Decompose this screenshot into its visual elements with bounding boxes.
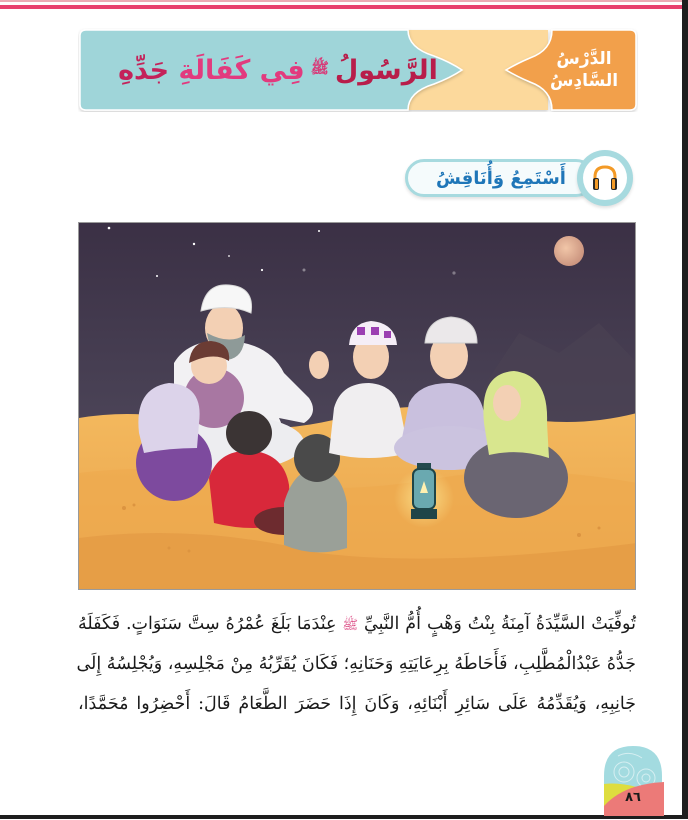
lesson-number-label bbox=[530, 28, 638, 112]
lantern bbox=[411, 463, 437, 519]
lesson-banner bbox=[78, 28, 638, 112]
lesson-label-line2: السَّادِسُ bbox=[549, 71, 619, 91]
lesson-title bbox=[98, 28, 458, 112]
headphones-badge bbox=[577, 150, 633, 206]
lesson-label-line1: الدَّرْسُ bbox=[556, 49, 612, 69]
listen-discuss-header bbox=[405, 150, 633, 206]
desert-night-scene bbox=[79, 223, 636, 590]
title-word-in-care: فِي كَفَالَةِ bbox=[178, 54, 305, 86]
paragraph-line-2: جَدُّهُ عَبْدُالْمُطَّلِبِ، فَأَحَاطَهُ بِرِعَايَتِهِ وَحَنَانِهِ؛ فَكَانَ يُقَرِّبُهُ مِنْ مَجْلِسِهِ، وَيُجْلِسُهُ إِلَى bbox=[76, 654, 636, 674]
lesson-paragraph bbox=[78, 604, 636, 724]
top-rule-thin bbox=[0, 0, 682, 2]
honorific-glyph: ﷺ bbox=[342, 618, 359, 633]
section-pill bbox=[405, 159, 595, 197]
paragraph-line-3: جَانِبِهِ، وَيُقَدِّمُهُ عَلَى سَائِرِ أَبْنَائِهِ، وَكَانَ إِذَا حَضَرَ الطَّعَامُ قَالَ: أَحْضِرُوا مُحَمَّدًا، bbox=[78, 694, 636, 714]
page-edge-right bbox=[682, 0, 688, 819]
page-number-badge bbox=[600, 744, 666, 816]
title-word-messenger: الرَّسُولُ bbox=[334, 54, 438, 86]
story-illustration bbox=[78, 222, 636, 590]
section-label: أَسْتَمِعُ وَأُنَاقِشُ bbox=[436, 167, 566, 189]
top-rule bbox=[0, 5, 682, 9]
paragraph-line-1: تُوفِّيَتْ السَّيِّدَةُ آمِنَةُ بِنْتُ وَهْبٍ أُمُّ النَّبِيِّ ﷺ عِنْدَمَا بَلَغَ عُمْرُهُ سِتَّ سَنَوَاتٍ. فَكَفَلَهُ bbox=[78, 614, 636, 634]
page-number: ٨٦ bbox=[625, 789, 641, 805]
headphones-icon bbox=[590, 163, 620, 193]
page-edge-bottom bbox=[0, 815, 688, 819]
honorific-glyph: ﷺ bbox=[310, 59, 329, 77]
title-word-grandfather: جَدِّهِ bbox=[118, 54, 170, 86]
